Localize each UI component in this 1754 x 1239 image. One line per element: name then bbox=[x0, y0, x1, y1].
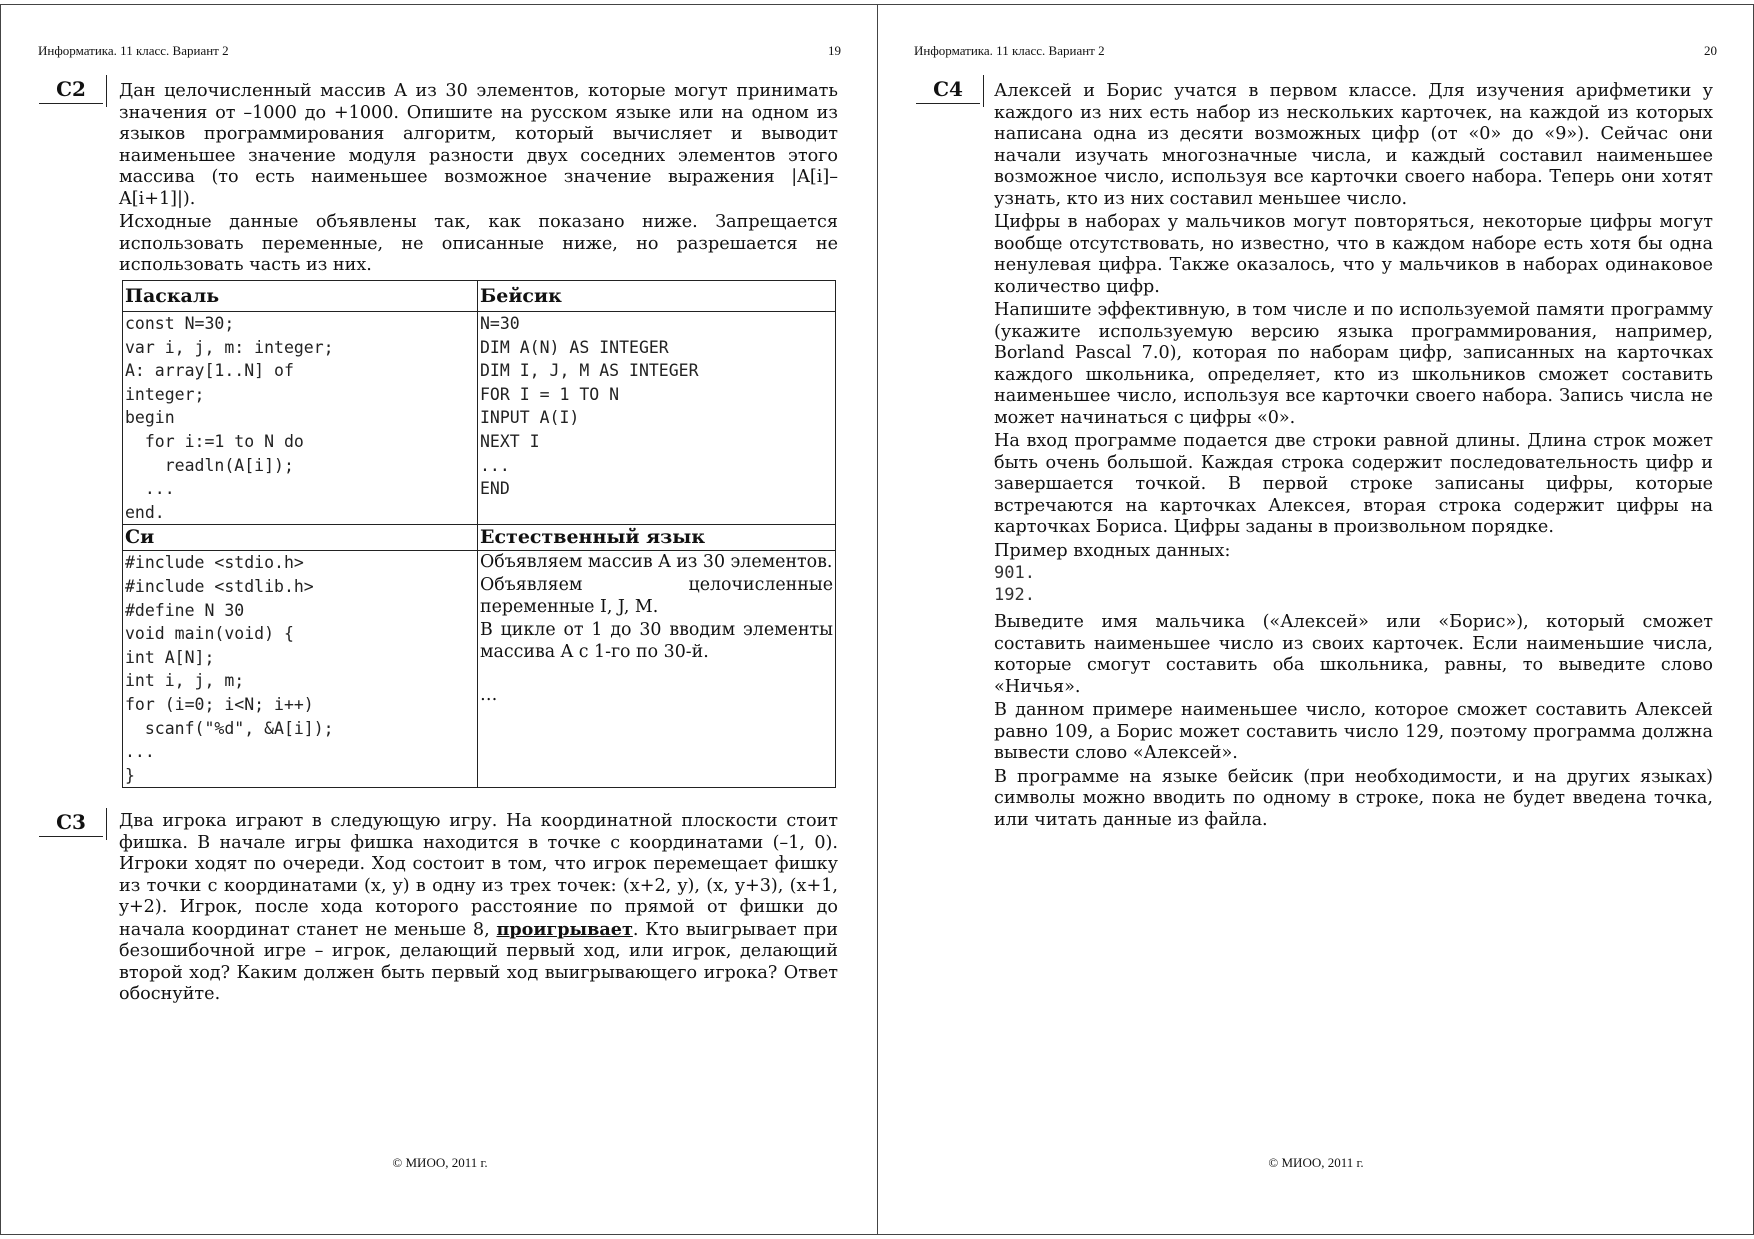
task-c2-paragraph-1: Дан целочисленный массив A из 30 элементов, которые могут принимать значения от –1000 до +1000. Опишите на русском языке или на одном из языков программирования алгоритм, который вычисляет и выводит наименьшее значение модуля разности двух соседних элементов этого массива (то есть наименьшее возможное значение выражения |A[i]–A[i+1]|). bbox=[119, 81, 838, 209]
c-line: int A[N]; bbox=[125, 647, 215, 667]
basic-line: INPUT A(I) bbox=[480, 408, 580, 428]
pascal-line: readln(A[i]); bbox=[125, 455, 294, 475]
c-line: #include <stdlib.h> bbox=[125, 576, 314, 596]
natural-language-cell bbox=[478, 551, 836, 788]
example-label: Пример входных данных: bbox=[994, 540, 1231, 561]
task-divider-c3 bbox=[106, 808, 107, 840]
task-c4-paragraph-2: Цифры в наборах у мальчиков могут повторяться, некоторые цифры могут вообще отсутствовать, но известно, что в каждом наборе есть хотя бы одна ненулевая цифра. Также оказалось, что у мальчиков в наборах одинаковое количество цифр. bbox=[994, 212, 1713, 297]
c-line: ... bbox=[125, 742, 155, 762]
task-label-c2: C2 bbox=[39, 75, 103, 104]
pascal-line: A: array[1..N] of bbox=[125, 361, 294, 381]
task-c4-paragraph-4: На вход программе подается две строки равной длины. Длина строк может быть очень большой. Каждая строка содержит последовательность цифр и завершается точкой. В первой строке записаны цифры, которые встречаются на карточках Алексея, вторая строка содержит цифры на карточках Бориса. Цифры заданы в произвольном порядке. bbox=[994, 431, 1713, 537]
c-line: } bbox=[125, 765, 135, 785]
pascal-code-cell bbox=[123, 312, 478, 525]
natural-line: … bbox=[480, 684, 498, 705]
pascal-line: for i:=1 to N do bbox=[125, 431, 304, 451]
pascal-line: end. bbox=[125, 502, 165, 522]
c-line: #include <stdio.h> bbox=[125, 553, 304, 573]
natural-language-header: Естественный язык bbox=[478, 525, 836, 551]
left-header-title: Информатика. 11 класс. Вариант 2 bbox=[38, 43, 229, 58]
c-line: for (i=0; i<N; i++) bbox=[125, 694, 314, 714]
pascal-line: const N=30; bbox=[125, 314, 235, 333]
task-label-c4: C4 bbox=[916, 75, 980, 104]
task-label-c3: C3 bbox=[39, 808, 103, 837]
basic-line: DIM A(N) AS INTEGER bbox=[480, 337, 669, 357]
basic-header: Бейсик bbox=[478, 281, 836, 312]
task-divider-c4 bbox=[983, 75, 984, 107]
left-page bbox=[0, 4, 878, 1235]
task-c3-text-after: . Кто выигрывает при безошибочной игре – игрок, делающий первый ход, или игрок, делающий второй ход? Каким должен быть первый ход выигрывающего игрока? Ответ обоснуйте. bbox=[119, 919, 839, 1004]
left-page-number: 19 bbox=[828, 43, 841, 58]
task-c4-paragraph-6: В данном примере наименьшее число, которое сможет составить Алексей равно 109, а Борис может составить число 129, поэтому программа должна вывести слово «Алексей». bbox=[994, 700, 1713, 763]
c-line: #define N 30 bbox=[125, 600, 245, 620]
task-c2-paragraph-2: Исходные данные объявлены так, как показано ниже. Запрещается использовать переменные, не описанные ниже, но разрешается не использовать часть из них. bbox=[119, 212, 838, 275]
pascal-line: begin bbox=[125, 408, 175, 428]
c-line: void main(void) { bbox=[125, 624, 294, 644]
task-c3-text-before: Два игрока играют в следующую игру. На координатной плоскости стоит фишка. В начале игры фишка находится в точке с координатами (–1, 0). Игроки ходят по очереди. Ход состоит в том, что игрок перемещает фишку из точки с координатами (x, y) в одну из трех точек: (x+2, y), (x, y+3), (x+1, y+2). Игрок, после хода которого расстояние по прямой от фишки до начала координат станет не меньше 8, bbox=[119, 811, 838, 940]
c-code-cell bbox=[123, 551, 478, 788]
basic-line: FOR I = 1 TO N bbox=[480, 384, 620, 404]
example-line: 901. bbox=[994, 563, 1035, 583]
task-c4-paragraph-5: Выведите имя мальчика («Алексей» или «Борис»), который сможет составить наименьшее число из своих карточек. Если наименьшие числа, которые смогут составить оба школьника, равны, то выведите слово «Ничья». bbox=[994, 612, 1713, 697]
task-c2-text bbox=[119, 81, 838, 279]
task-c4-paragraph-7: В программе на языке бейсик (при необходимости, и на других языках) символы можно вводить по одному в строке, пока не будет введена точка, или читать данные из файла. bbox=[994, 766, 1713, 830]
basic-line: ... bbox=[480, 455, 510, 475]
basic-line: END bbox=[480, 479, 510, 499]
basic-line: NEXT I bbox=[480, 431, 540, 451]
c-header: Си bbox=[123, 525, 478, 551]
right-page-number: 20 bbox=[1704, 43, 1717, 58]
task-divider-c2 bbox=[106, 75, 107, 107]
pascal-line: integer; bbox=[125, 384, 205, 404]
task-c4-paragraph-3: Напишите эффективную, в том числе и по используемой памяти программу (укажите используемую версию языка программирования, например, Borland Pascal 7.0), которая по наборам цифр, записанных на карточках каждого школьника, определяет, кто из школьников сможет составить наименьшее число, используя все карточки своего набора. Запись числа не может начинаться с цифры «0». bbox=[994, 300, 1713, 428]
right-page bbox=[878, 4, 1754, 1235]
task-c4-text bbox=[994, 81, 1713, 833]
example-line: 192. bbox=[994, 585, 1035, 605]
basic-line: N=30 bbox=[480, 314, 520, 333]
natural-line: Объявляем целочисленные переменные I, J, M. bbox=[480, 574, 833, 618]
task-c4-paragraph-1: Алексей и Борис учатся в первом классе. Для изучения арифметики у каждого из них есть набор из нескольких карточек, на каждой из которых написана одна из десяти возможных цифр (от «0» до «9»). Сейчас они начали изучать многозначные числа, и каждый составил наименьшее возможное число, используя все карточки своего набора. Теперь они хотят узнать, кто из них составил меньшее число. bbox=[994, 81, 1713, 209]
c-line: int i, j, m; bbox=[125, 671, 245, 691]
natural-line: Объявляем массив A из 30 элементов. bbox=[480, 552, 833, 573]
task-c3-text bbox=[119, 811, 838, 1008]
natural-line: В цикле от 1 до 30 вводим элементы массива A с 1-го по 30-й. bbox=[480, 619, 833, 663]
task-c3-bold-word: проигрывает bbox=[496, 918, 633, 940]
basic-line: DIM I, J, M AS INTEGER bbox=[480, 361, 699, 381]
left-footer: © МИОО, 2011 г. bbox=[392, 1155, 488, 1170]
pascal-line: ... bbox=[125, 479, 175, 499]
c-line: scanf("%d", &A[i]); bbox=[125, 718, 334, 738]
right-footer: © МИОО, 2011 г. bbox=[1268, 1155, 1364, 1170]
pascal-header: Паскаль bbox=[123, 281, 478, 312]
pascal-line: var i, j, m: integer; bbox=[125, 337, 334, 357]
code-table bbox=[122, 280, 836, 788]
right-header-title: Информатика. 11 класс. Вариант 2 bbox=[914, 43, 1105, 58]
basic-code-cell bbox=[478, 312, 836, 525]
